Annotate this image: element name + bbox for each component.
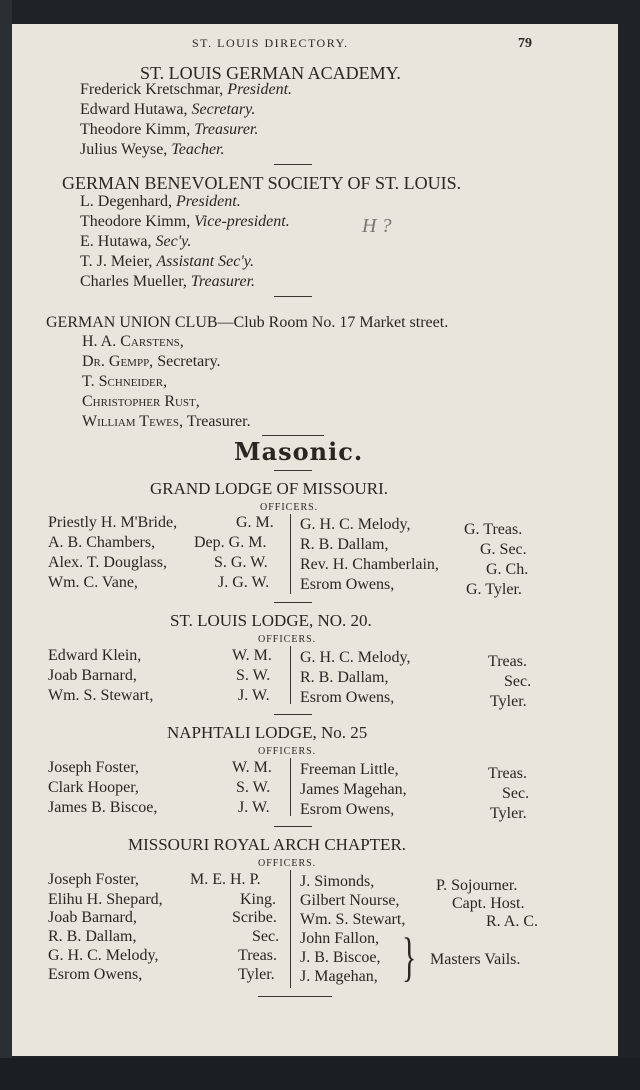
page-number: 79 — [518, 36, 532, 51]
ra-right-name-4: John Fallon, — [300, 930, 380, 947]
academy-member-2 — [80, 102, 255, 118]
stl-right-title-1: Treas. — [488, 653, 527, 670]
ra-left-title-1: M. E. H. P. — [190, 871, 261, 888]
ra-left-title-5: Treas. — [238, 947, 277, 964]
grand-left-title-3: S. G. W. — [214, 554, 268, 571]
section-divider — [258, 996, 332, 997]
grand-left-title-1: G. M. — [236, 514, 274, 531]
ra-right-name-1: J. Simonds, — [300, 873, 375, 890]
scan-background — [0, 1058, 640, 1090]
section-title-royal-arch: MISSOURI ROYAL ARCH CHAPTER. — [128, 835, 407, 854]
ra-left-name-2: Elihu H. Shepard, — [48, 891, 163, 908]
naph-left-title-3: J. W. — [238, 799, 270, 816]
academy-member-1 — [80, 82, 292, 98]
stl-left-name-2: Joab Barnard, — [48, 667, 137, 684]
grand-left-name-4: Wm. C. Vane, — [48, 574, 138, 591]
member-name: Dr. Gempp, — [82, 353, 154, 370]
column-divider — [290, 758, 291, 816]
stl-left-title-3: J. W. — [238, 687, 270, 704]
ra-left-title-6: Tyler. — [238, 966, 275, 983]
section-title-naphtali-lodge: NAPHTALI LODGE, No. 25 — [167, 723, 368, 742]
naph-right-title-1: Treas. — [488, 765, 527, 782]
section-divider — [274, 602, 312, 603]
ra-left-name-1: Joseph Foster, — [48, 871, 139, 888]
naph-right-name-3: Esrom Owens, — [300, 801, 395, 818]
ra-right-name-3: Wm. S. Stewart, — [300, 911, 406, 928]
section-divider — [262, 435, 324, 436]
member-role: President. — [227, 81, 293, 98]
grand-right-title-4: G. Tyler. — [466, 581, 522, 598]
naph-right-name-1: Freeman Little, — [300, 761, 399, 778]
section-divider — [274, 296, 312, 297]
member-name: Charles Mueller, — [80, 273, 187, 290]
section-title-union-club: GERMAN UNION CLUB—Club Room No. 17 Market street. — [46, 314, 449, 331]
officers-label: OFFICERS. — [260, 502, 319, 513]
member-name: L. Degenhard, — [80, 193, 172, 210]
officers-label: OFFICERS. — [258, 634, 317, 645]
member-name: T. J. Meier, — [80, 253, 153, 270]
stl-right-name-2: R. B. Dallam, — [300, 669, 389, 686]
member-role: Secretary. — [157, 353, 221, 370]
grand-right-name-4: Esrom Owens, — [300, 576, 395, 593]
grand-left-name-3: Alex. T. Douglass, — [48, 554, 167, 571]
running-header: ST. LOUIS DIRECTORY. — [192, 36, 349, 50]
stl-right-name-1: G. H. C. Melody, — [300, 649, 411, 666]
member-name: Julius Weyse, — [80, 141, 168, 158]
pencil-annotation: H ? — [362, 215, 392, 237]
grand-left-title-2: Dep. G. M. — [194, 534, 267, 551]
section-divider — [274, 714, 312, 715]
section-title-german-academy: ST. LOUIS GERMAN ACADEMY. — [140, 63, 401, 83]
member-role: Secretary. — [191, 101, 256, 118]
stl-left-name-1: Edward Klein, — [48, 647, 142, 664]
member-role: Teacher. — [171, 141, 225, 158]
club-member-3 — [82, 374, 167, 390]
grand-left-name-2: A. B. Chambers, — [48, 534, 156, 551]
directory-page — [12, 24, 618, 1056]
ra-right-name-5: J. B. Biscoe, — [300, 949, 381, 966]
ra-right-title-2: Capt. Host. — [452, 895, 525, 912]
scan-border — [0, 0, 12, 1090]
society-member-5 — [80, 274, 255, 290]
column-divider — [290, 870, 291, 988]
member-name: William Tewes, — [82, 413, 184, 430]
grand-left-name-1: Priestly H. M'Bride, — [48, 514, 178, 531]
section-title-grand-lodge: GRAND LODGE OF MISSOURI. — [150, 479, 389, 498]
member-role: President. — [175, 193, 241, 210]
column-divider — [290, 646, 291, 704]
section-divider — [274, 470, 312, 471]
naph-left-name-3: James B. Biscoe, — [48, 799, 158, 816]
ra-right-title-3: R. A. C. — [486, 913, 539, 930]
stl-left-name-3: Wm. S. Stewart, — [48, 687, 154, 704]
right-brace-icon: } — [402, 927, 417, 987]
masonic-heading: Masonic. — [234, 437, 364, 466]
member-role: Sec'y. — [155, 233, 192, 250]
grand-right-title-1: G. Treas. — [464, 521, 523, 538]
naph-left-title-1: W. M. — [232, 759, 272, 776]
naph-left-name-1: Joseph Foster, — [48, 759, 139, 776]
ra-right-name-2: Gilbert Nourse, — [300, 892, 400, 909]
ra-left-name-4: R. B. Dallam, — [48, 928, 137, 945]
member-name: Christopher Rust, — [82, 393, 200, 410]
member-name: Theodore Kimm, — [80, 213, 191, 230]
officers-label: OFFICERS. — [258, 746, 317, 757]
member-role: Vice-president. — [194, 213, 290, 230]
ra-right-title-5: Masters Vails. — [430, 951, 521, 968]
naph-right-title-3: Tyler. — [490, 805, 527, 822]
member-name: Frederick Kretschmar, — [80, 81, 224, 98]
society-member-4 — [80, 254, 254, 270]
naph-left-name-2: Clark Hooper, — [48, 779, 139, 796]
ra-left-title-4: Sec. — [252, 928, 280, 945]
grand-right-title-3: G. Ch. — [486, 561, 529, 578]
stl-right-title-3: Tyler. — [490, 693, 527, 710]
stl-right-name-3: Esrom Owens, — [300, 689, 395, 706]
club-member-5 — [82, 414, 251, 430]
ra-left-name-3: Joab Barnard, — [48, 909, 137, 926]
naph-left-title-2: S. W. — [236, 779, 271, 796]
ra-right-name-6: J. Magehan, — [300, 968, 378, 985]
grand-right-name-3: Rev. H. Chamberlain, — [300, 556, 439, 573]
member-name: Edward Hutawa, — [80, 101, 188, 118]
stl-left-title-2: S. W. — [236, 667, 271, 684]
member-name: T. Schneider, — [82, 373, 168, 390]
section-title-st-louis-lodge: ST. LOUIS LODGE, NO. 20. — [170, 611, 372, 630]
club-member-4 — [82, 394, 200, 410]
grand-right-title-2: G. Sec. — [480, 541, 527, 558]
member-name: E. Hutawa, — [80, 233, 152, 250]
stl-right-title-2: Sec. — [504, 673, 532, 690]
ra-left-name-6: Esrom Owens, — [48, 966, 143, 983]
member-role: Treasurer. — [190, 273, 256, 290]
ra-right-title-1: P. Sojourner. — [436, 877, 518, 894]
section-divider — [274, 826, 312, 827]
ra-left-title-3: Scribe. — [232, 909, 277, 926]
member-role: Treasurer. — [194, 121, 259, 138]
member-name: Theodore Kimm, — [80, 121, 191, 138]
club-member-1 — [82, 334, 184, 350]
society-member-3 — [80, 234, 191, 250]
ra-left-title-2: King. — [240, 891, 276, 908]
stl-left-title-1: W. M. — [232, 647, 272, 664]
member-role: Assistant Sec'y. — [156, 253, 255, 270]
academy-member-3 — [80, 122, 258, 138]
column-divider — [290, 514, 291, 594]
society-member-1 — [80, 194, 241, 210]
academy-member-4 — [80, 142, 225, 158]
grand-right-name-1: G. H. C. Melody, — [300, 516, 411, 533]
officers-label: OFFICERS. — [258, 858, 317, 869]
ra-left-name-5: G. H. C. Melody, — [48, 947, 159, 964]
section-title-benevolent-society: GERMAN BENEVOLENT SOCIETY OF ST. LOUIS. — [62, 173, 462, 193]
member-role: Treasurer. — [186, 413, 251, 430]
naph-right-title-2: Sec. — [502, 785, 530, 802]
grand-left-title-4: J. G. W. — [218, 574, 270, 591]
society-member-2 — [80, 214, 290, 230]
grand-right-name-2: R. B. Dallam, — [300, 536, 389, 553]
member-name: H. A. Carstens, — [82, 333, 184, 350]
club-member-2 — [82, 354, 221, 370]
section-divider — [274, 164, 312, 165]
naph-right-name-2: James Magehan, — [300, 781, 407, 798]
